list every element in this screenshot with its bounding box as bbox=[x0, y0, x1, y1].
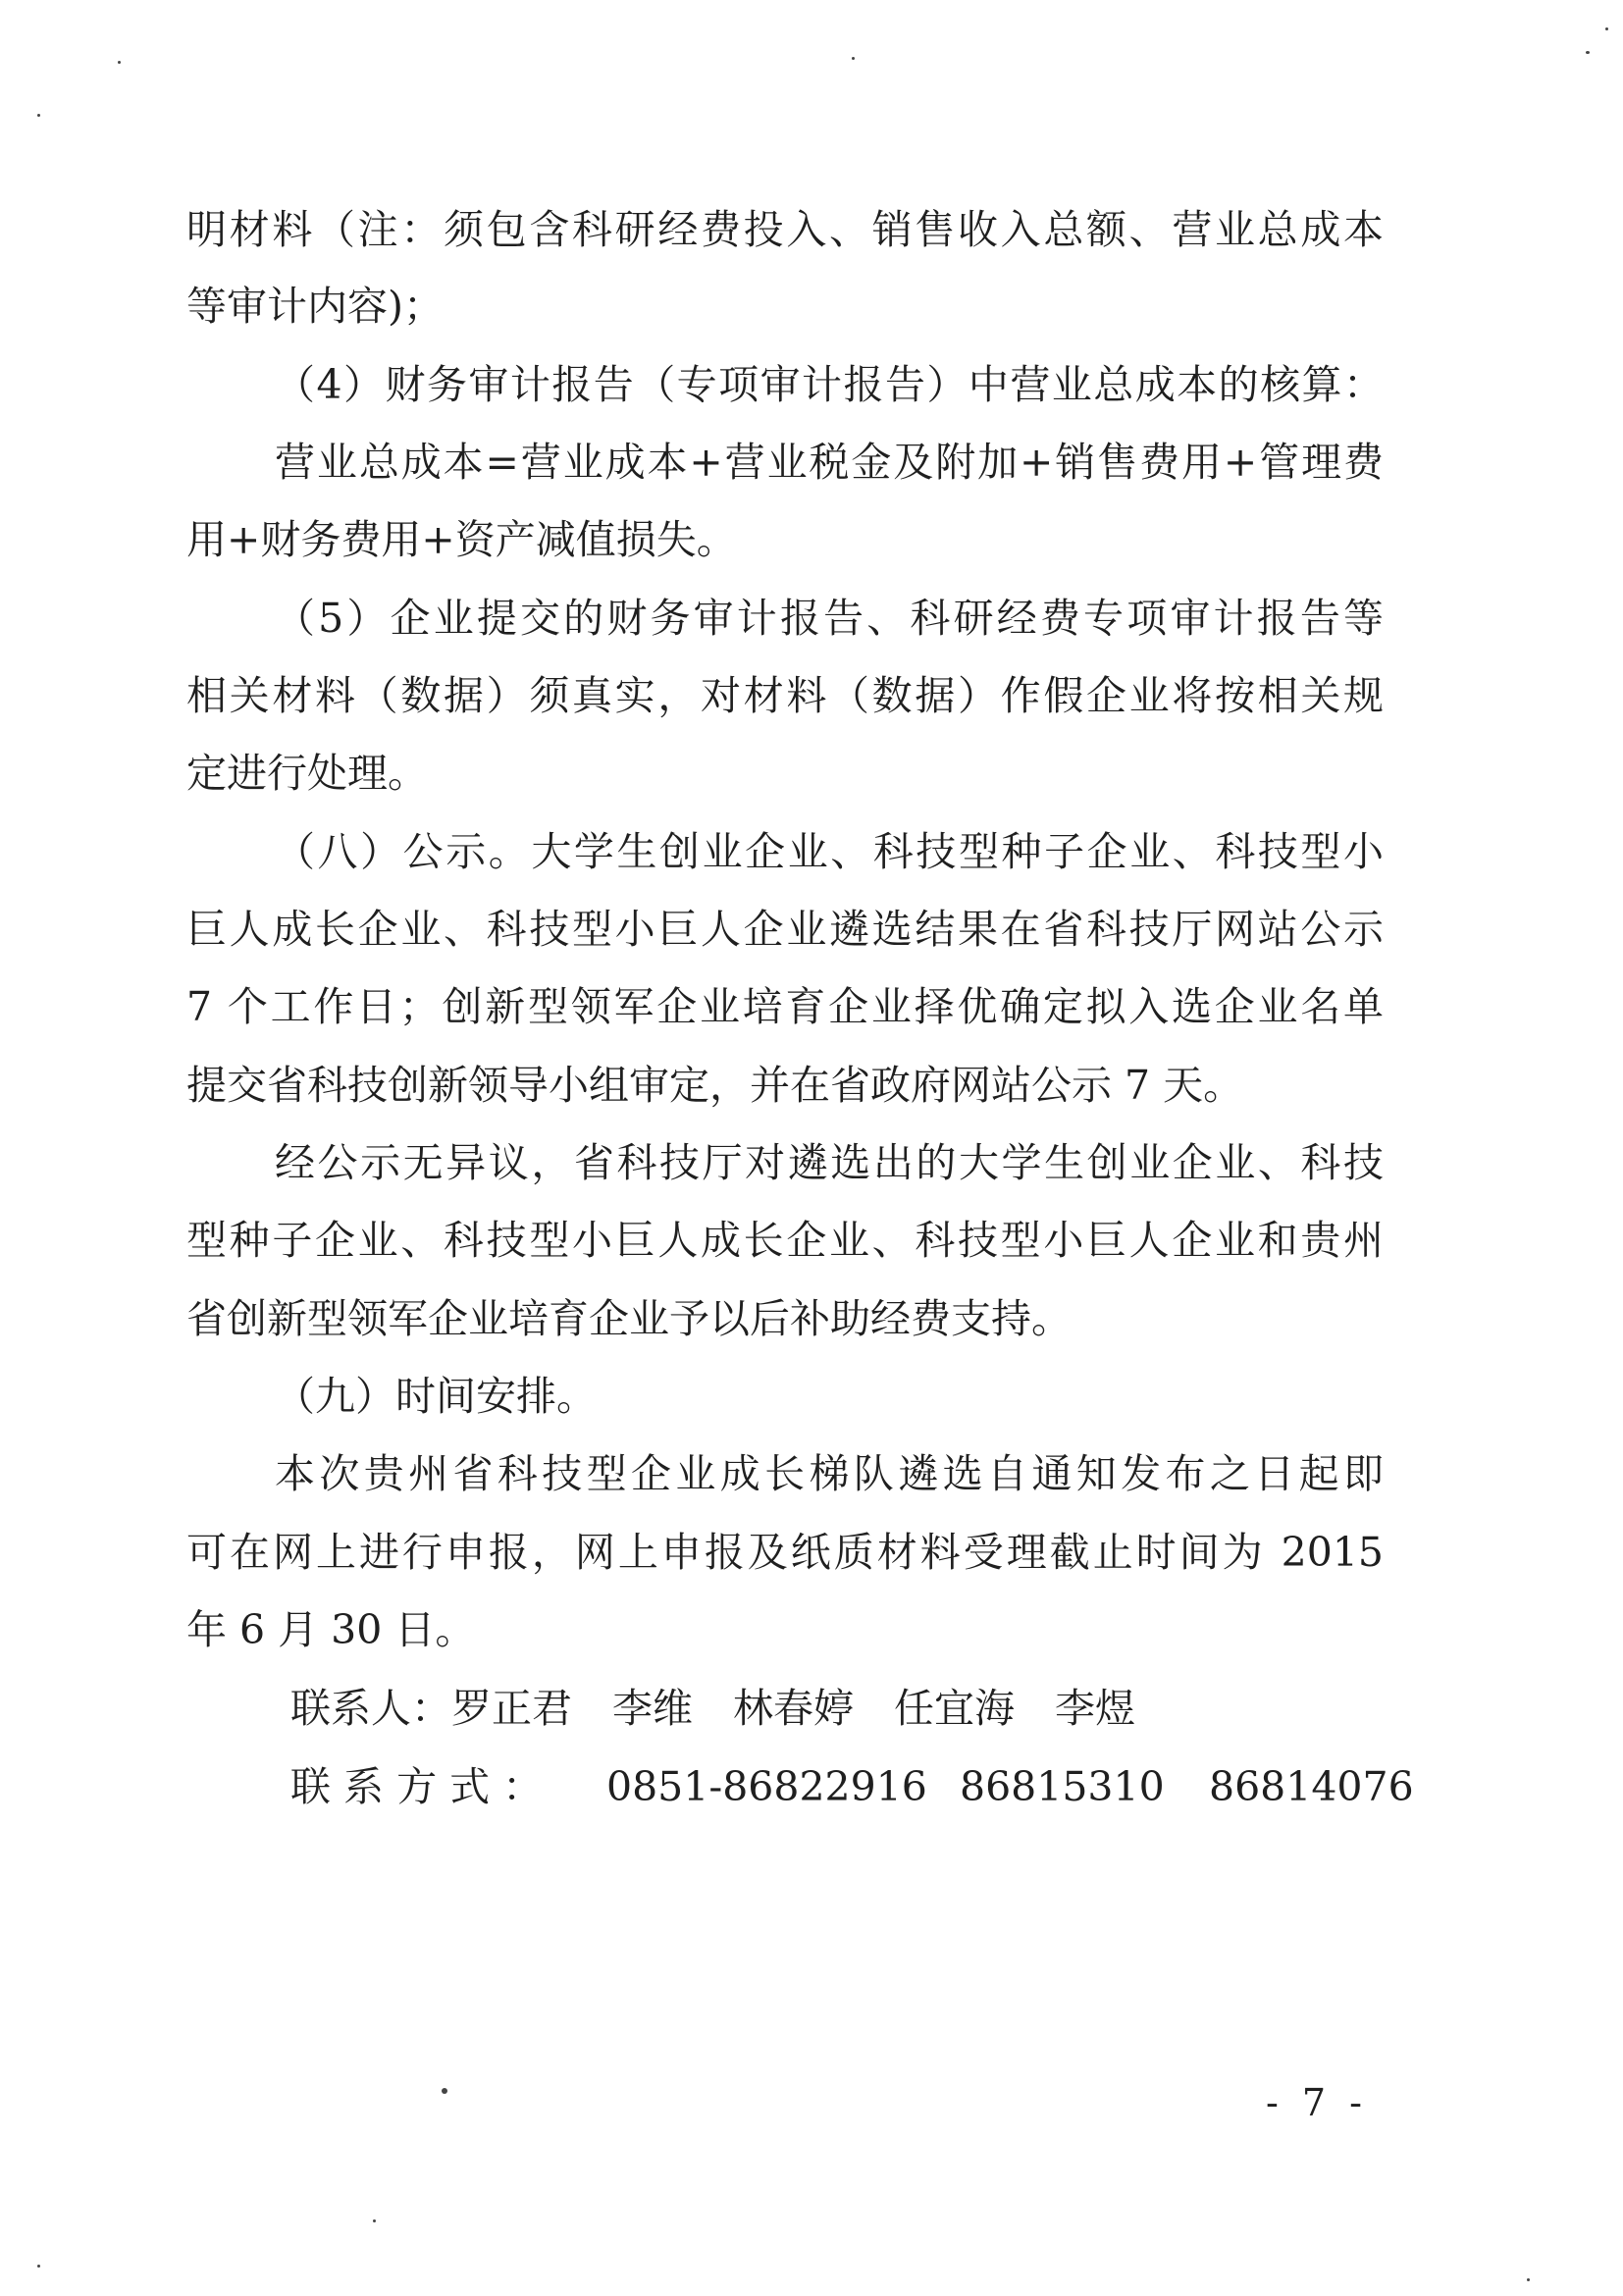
body-line: 用+财务费用+资产减值损失。 bbox=[186, 516, 737, 563]
body-line: 定进行处理。 bbox=[186, 750, 428, 797]
scan-speck bbox=[852, 57, 855, 60]
scan-speck bbox=[1586, 51, 1590, 54]
scan-speck bbox=[373, 2219, 376, 2222]
scan-speck bbox=[37, 2265, 40, 2268]
body-line: 7 个工作日；创新型领军企业培育企业择优确定拟入选企业名单 bbox=[186, 983, 1384, 1030]
body-line: 年 6 月 30 日。 bbox=[186, 1606, 476, 1653]
body-line: 等审计内容)； bbox=[186, 283, 444, 330]
phone-number: 86814076 bbox=[1209, 1763, 1414, 1810]
phone-number: 0851-86822916 bbox=[606, 1763, 927, 1810]
body-line: 型种子企业、科技型小巨人成长企业、科技型小巨人企业和贵州 bbox=[186, 1217, 1384, 1264]
scan-speck bbox=[1605, 27, 1608, 30]
scan-speck bbox=[1527, 2278, 1530, 2281]
body-line: 省创新型领军企业培育企业予以后补助经费支持。 bbox=[186, 1295, 1072, 1342]
body-line: 本次贵州省科技型企业成长梯队遴选自通知发布之日起即 bbox=[275, 1450, 1384, 1497]
contacts-line: 联系人：罗正君 李维 林春婷 任宜海 李煜 bbox=[290, 1685, 1135, 1732]
body-line: 明材料（注：须包含科研经费投入、销售收入总额、营业总成本 bbox=[186, 206, 1384, 253]
body-line: 巨人成长企业、科技型小巨人企业遴选结果在省科技厅网站公示 bbox=[186, 906, 1384, 953]
body-line: （4）财务审计报告（专项审计报告）中营业总成本的核算： bbox=[275, 361, 1384, 408]
body-line: 经公示无异议，省科技厅对遴选出的大学生创业企业、科技 bbox=[275, 1139, 1384, 1186]
phone-number: 86815310 bbox=[960, 1763, 1165, 1810]
section-heading-line: （九）时间安排。 bbox=[275, 1373, 597, 1420]
body-line: 营业总成本=营业成本+营业税金及附加+销售费用+管理费 bbox=[275, 439, 1384, 486]
phone-label: 联 系 方 式 ： bbox=[290, 1763, 544, 1810]
section-heading-line: （八）公示。大学生创业企业、科技型种子企业、科技型小 bbox=[275, 828, 1384, 875]
scan-speck bbox=[442, 2088, 447, 2094]
body-line: 可在网上进行申报，网上申报及纸质材料受理截止时间为 2015 bbox=[186, 1529, 1384, 1576]
body-line: 相关材料（数据）须真实，对材料（数据）作假企业将按相关规 bbox=[186, 672, 1384, 719]
body-line: 提交省科技创新领导小组审定，并在省政府网站公示 7 天。 bbox=[186, 1062, 1244, 1109]
page-number: - 7 - bbox=[1266, 2081, 1369, 2124]
body-line: （5）企业提交的财务审计报告、科研经费专项审计报告等 bbox=[275, 595, 1384, 642]
scan-speck bbox=[37, 114, 40, 117]
scan-speck bbox=[118, 61, 121, 64]
